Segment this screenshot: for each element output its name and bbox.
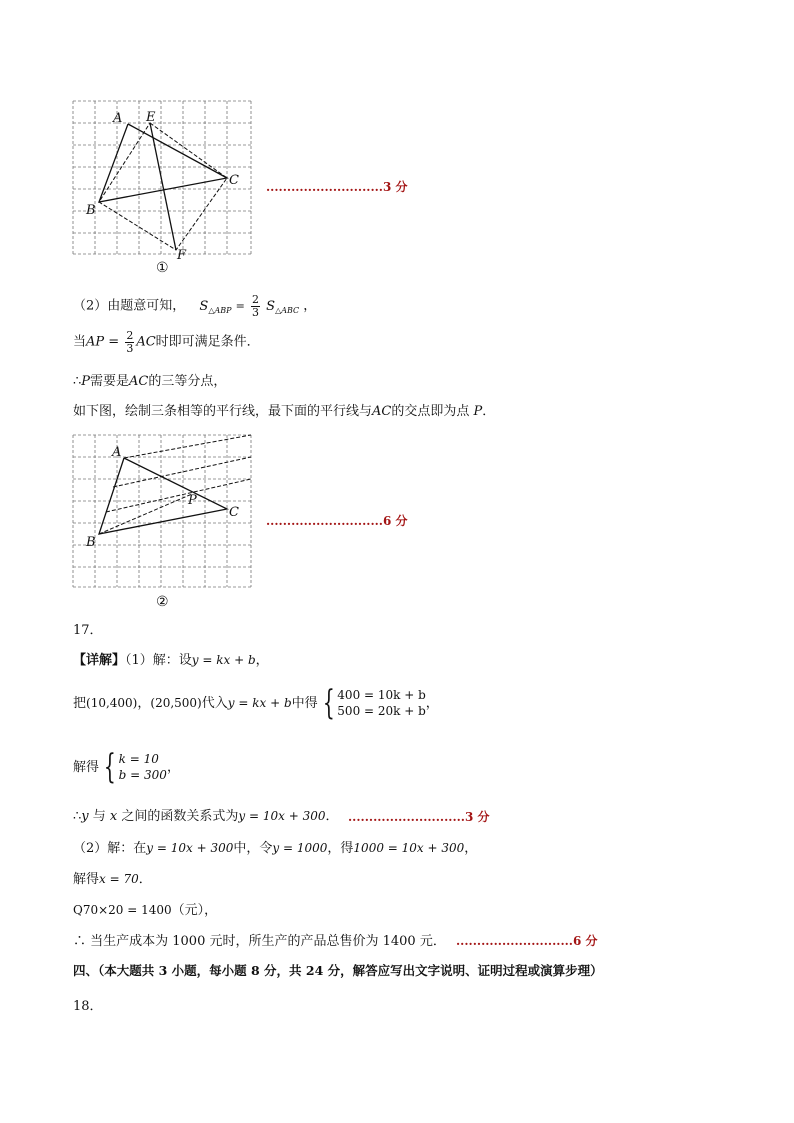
line3-mid: 需要是: [90, 374, 130, 389]
frac-two-thirds-2: $\frac{2}{3}$: [126, 329, 134, 355]
sys1-eq2: 500 = 20k + b: [337, 704, 426, 718]
fig1-label-e: E: [146, 110, 156, 125]
q17-l2-mid2: 中得: [291, 695, 318, 711]
q17-score-3: ............................3 分: [348, 810, 490, 824]
q17-l4-eq: y = 10x + 300: [238, 809, 326, 823]
fig1-label-f: F: [177, 248, 187, 263]
q17-line7: [73, 904, 217, 917]
section-4-heading: 四、（本大题共 3 小题，每小题 8 分，共 24 分，解答应写出文字说明、证明过程或演算步理）: [73, 963, 603, 978]
q17-l1-eq: y = kx + b: [191, 653, 256, 667]
q17-line8: ∴ 当生产成本为 1000 元时，所生产的产品总售价为 1400 元．: [73, 934, 446, 949]
triangle-abc: [99, 124, 227, 202]
fig2-label-a: A: [112, 445, 122, 460]
therefore: ∴: [73, 809, 82, 824]
figure-1-grid: [73, 101, 251, 254]
s-abp: $S_{\triangle ABP}$: [199, 298, 232, 315]
p: P: [81, 374, 91, 389]
q17-l7-eq: Q70×20 = 1400: [73, 903, 172, 917]
q17-l5-eq2: y = 1000: [272, 841, 328, 855]
point-20-500: (20,500): [150, 696, 202, 710]
sys2-eq1: k = 10: [118, 752, 159, 766]
var-y: y: [81, 809, 89, 824]
line4-prefix: 如下图，绘制三条相等的平行线，最下面的平行线与: [73, 404, 373, 419]
q17-l1-text: （1）解：设: [125, 653, 192, 668]
part2-line2: [73, 330, 260, 354]
q17-l2-eq: y = kx + b: [227, 696, 292, 710]
part2-line3: [73, 375, 226, 388]
detail-tag: 【详解】: [73, 653, 126, 668]
frac-two-thirds: $\frac{2}{3}$: [252, 293, 260, 319]
part2-line1: [73, 294, 316, 318]
q17-l5-mid: 中，令: [233, 841, 273, 856]
q17-l2-sep: ，: [137, 695, 151, 711]
fig1-label-a: A: [113, 111, 123, 126]
ac: AC: [129, 374, 149, 389]
q17-l6-tail: ．: [138, 872, 152, 887]
eq-sign: =: [235, 299, 245, 313]
fig2-label-c: C: [229, 505, 239, 520]
ac: AC: [372, 404, 392, 419]
q17-score-6: ............................6 分: [456, 934, 598, 948]
q17-l2-mid: 代入: [201, 695, 228, 711]
ac: AC: [136, 334, 156, 350]
q17-l4-mid: 与: [88, 809, 110, 824]
q17-l4-tail: ．: [325, 809, 339, 824]
q17-line6: [73, 873, 152, 886]
q17-line4: [73, 810, 339, 823]
sys1-eq1: 400 = 10k + b: [337, 688, 426, 702]
figure-2: [70, 432, 260, 612]
s-abc: $S_{\triangle ABC}$: [266, 298, 300, 315]
part2-intro: （2）由题意可知，: [73, 298, 186, 314]
line3-suffix: 的三等分点，: [148, 374, 227, 389]
fig1-label-b: B: [86, 203, 96, 218]
q17-number: 17．: [73, 623, 103, 638]
q18-number: 18．: [73, 999, 103, 1014]
fig2-number: ②: [156, 594, 169, 610]
q17-l7-tail: （元），: [171, 903, 218, 918]
q17-line2: [73, 683, 439, 723]
q17-l5-tail: ，: [464, 841, 478, 856]
line2-prefix: 当: [73, 334, 87, 350]
line2-suffix: 时即可满足条件．: [155, 334, 260, 350]
line2-eq: =: [104, 334, 124, 350]
fig1-score: ............................3 分: [266, 180, 408, 194]
q17-l5-mid2: ，得: [327, 841, 354, 856]
point-10-400: (10,400): [86, 696, 138, 710]
q17-line3: [73, 747, 180, 787]
q17-l2-prefix: 把: [73, 695, 87, 711]
fig2-label-b: B: [86, 535, 96, 550]
sys2-eq2: b = 300: [118, 768, 167, 782]
line4-suffix: ．: [482, 404, 496, 419]
q17-line1: [73, 654, 269, 667]
figure-2-grid: [73, 435, 251, 587]
part2-tail: ，: [303, 298, 317, 314]
fig1-label-c: C: [229, 173, 239, 188]
triangle-abc-2: [99, 458, 227, 534]
system-1: { 400 = 10k + b 500 = 20k + b: [322, 683, 426, 723]
system-2: { k = 10 b = 300: [103, 747, 167, 787]
q17-l5-text: （2）解：在: [73, 841, 147, 856]
fig2-label-p: P: [188, 493, 197, 508]
fig2-score: ............................6 分: [266, 514, 408, 528]
q17-l6-prefix: 解得: [73, 872, 100, 887]
q17-l6-eq: x = 70: [99, 872, 139, 886]
q17-l3-prefix: 解得: [73, 759, 100, 775]
p: P: [473, 404, 483, 419]
line4-mid: 的交点即为点: [391, 404, 474, 419]
segment-ef: [150, 123, 176, 250]
ap: AP: [86, 334, 105, 350]
therefore: ∴: [73, 374, 82, 389]
q17-l1-tail: ，: [255, 653, 269, 668]
q17-l3-tail: ，: [166, 759, 180, 775]
q17-line5: [73, 842, 477, 855]
figure-1-drawing: [70, 98, 260, 278]
q17-l5-eq1: y = 10x + 300: [146, 841, 234, 855]
figure-1: [70, 98, 260, 278]
q17-l4-mid2: 之间的函数关系式为: [117, 809, 239, 824]
var-x: x: [109, 809, 118, 824]
q17-l2-tail: ，: [425, 695, 439, 711]
q17-l5-eq3: 1000 = 10x + 300: [353, 841, 465, 855]
part2-line4: [73, 405, 495, 418]
fig1-number: ①: [156, 260, 169, 276]
